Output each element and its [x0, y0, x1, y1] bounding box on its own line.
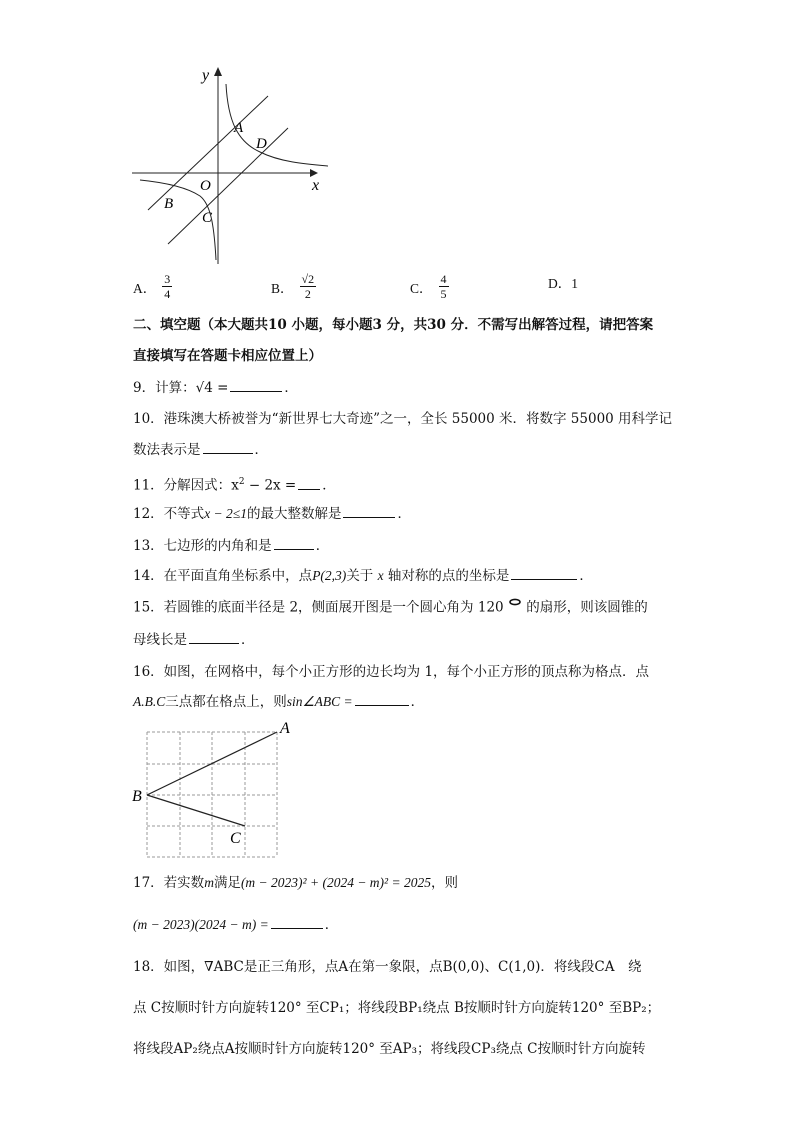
question-18-line2: 点 C按顺时针方向旋转120° 至CP₁；将线段BP₁绕点 B按顺时针方向旋转120° 至BP₂；	[133, 1000, 661, 1016]
label-c: C	[202, 210, 213, 226]
question-15-line1: 15．若圆锥的底面半径是 2，侧面展开图是一个圆心角为 120 的扇形，则该圆锥的	[133, 599, 648, 616]
hyperbola-figure	[130, 62, 340, 267]
section-heading-line2: 直接填写在答题卡相应位置上）	[133, 348, 322, 364]
question-12: 12．不等式x − 2≤1的最大整数解是 ．	[133, 506, 411, 522]
label-a: A	[280, 722, 290, 737]
question-10-line1: 10．港珠澳大桥被誉为“新世界七大奇迹”之一，全长 55000 米．将数字 55000 用科学记	[133, 411, 673, 427]
question-16-line1: 16．如图，在网格中，每个小正方形的边长均为 1，每个小正方形的顶点称为格点．点	[133, 664, 650, 680]
answer-blank	[343, 505, 395, 518]
line-cd	[168, 128, 288, 244]
question-11: 11．分解因式：$x^2 - 2x$ = ．	[133, 477, 336, 494]
segment-bc	[147, 795, 245, 826]
label-o: O	[200, 178, 211, 194]
answer-blank	[274, 537, 314, 550]
degree-symbol-icon	[508, 598, 522, 606]
y-axis-arrow	[214, 67, 222, 76]
question-18-line3: 将线段AP₂绕点A按顺时针方向旋转120° 至AP₃；将线段CP₃绕点 C按顺时针方向旋转	[133, 1041, 646, 1057]
x-axis-arrow	[310, 169, 318, 177]
grid-lines	[147, 732, 277, 857]
option-c: C． $\frac{4}{5}$	[410, 272, 447, 301]
question-18-line1: 18．如图，∇ABC是正三角形，点A在第一象限，点B(0,0)、C(1,0)．将线段CA 绕	[133, 959, 642, 975]
section-heading-line1: 二、填空题（本大题共10 小题，每小题3 分，共30 分．不需写出解答过程，请把答案	[133, 317, 654, 333]
answer-blank	[203, 441, 253, 454]
label-x: x	[312, 177, 320, 194]
answer-blank	[298, 477, 320, 490]
question-10-line2: 数法表示是 ．	[133, 442, 268, 458]
answer-blank	[230, 379, 282, 392]
question-17-line2: (m − 2023)(2024 − m) = ．	[133, 917, 339, 933]
grid-figure	[130, 722, 305, 864]
option-b: B． $\frac{√2}{2}$	[271, 272, 315, 301]
question-9: 9．计算：√4 = ．	[133, 380, 298, 396]
label-c: C	[230, 830, 241, 847]
answer-blank	[189, 631, 239, 644]
question-14: 14．在平面直角坐标系中，点P(2,3)关于 x 轴对称的点的坐标是 ．	[133, 568, 593, 584]
answer-blank	[355, 693, 409, 706]
label-a: A	[234, 120, 244, 136]
option-d: D．1	[548, 276, 578, 291]
label-y: y	[202, 67, 210, 84]
label-d: D	[256, 136, 267, 152]
label-b: B	[164, 196, 174, 212]
option-a: A． $\frac{3}{4}$	[133, 272, 171, 301]
question-15-line2: 母线长是 ．	[133, 632, 255, 648]
question-17-line1: 17．若实数m满足(m − 2023)² + (2024 − m)² = 2025，则	[133, 875, 458, 891]
answer-blank	[511, 567, 577, 580]
answer-blank	[271, 916, 323, 929]
question-16-line2: A.B.C三点都在格点上，则sin∠ABC = ．	[133, 694, 425, 710]
label-b: B	[132, 788, 142, 805]
question-13: 13．七边形的内角和是 ．	[133, 538, 330, 554]
